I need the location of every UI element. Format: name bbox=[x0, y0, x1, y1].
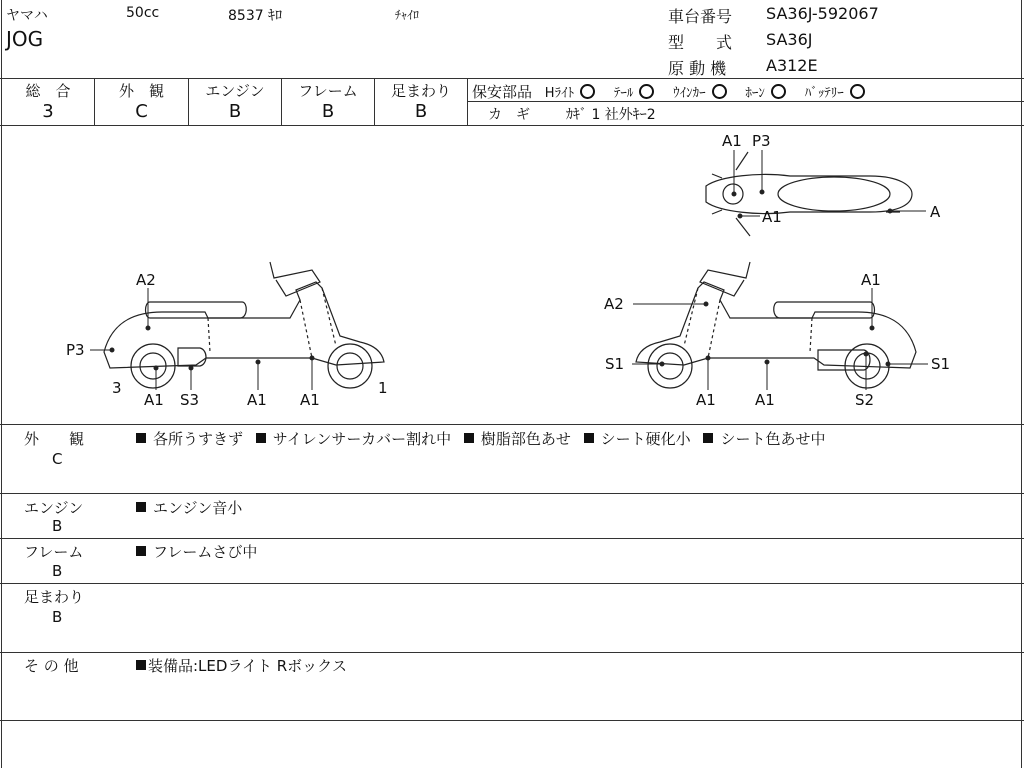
grade-value-overall: 3 bbox=[42, 101, 54, 122]
diagram-label: A1 bbox=[300, 391, 320, 409]
diagram-label: P3 bbox=[66, 341, 85, 359]
grade-label-overall: 総 合 bbox=[25, 82, 71, 100]
diagram-label: A2 bbox=[604, 295, 624, 313]
safety-item-winker: ｳｲﾝｶｰ bbox=[673, 86, 727, 101]
divider bbox=[0, 583, 1024, 584]
diagram-label: 3 bbox=[112, 379, 122, 397]
frame-no-value: SA36J-592067 bbox=[766, 4, 879, 23]
grade-label-engine: エンジン bbox=[205, 82, 265, 100]
diagram-label: P3 bbox=[752, 132, 771, 150]
safety-item-headlight: Hﾗｲﾄ bbox=[545, 86, 595, 101]
divider bbox=[0, 493, 1024, 494]
section-notes: 装備品:LEDライト Rボックス bbox=[136, 655, 347, 676]
diagram-label: A1 bbox=[755, 391, 775, 409]
mileage-value: 8537 bbox=[228, 8, 264, 24]
keys-label: カ ギ bbox=[488, 107, 530, 123]
grade-label-frame: フレーム bbox=[298, 82, 358, 100]
section-title: 足まわり bbox=[24, 588, 85, 606]
diagram-label: 1 bbox=[378, 379, 388, 397]
grade-label-suspension: 足まわり bbox=[390, 82, 451, 100]
divider bbox=[0, 720, 1024, 721]
section-grade: C bbox=[52, 450, 63, 468]
bullet-square-icon bbox=[256, 433, 266, 443]
grade-value-engine: B bbox=[228, 101, 242, 122]
grade-value-suspension: B bbox=[414, 101, 428, 122]
grade-label-exterior: 外 観 bbox=[118, 82, 164, 100]
diagram-label: A1 bbox=[722, 132, 742, 150]
safety-label: 保安部品 bbox=[472, 83, 533, 101]
model-name: JOG bbox=[6, 27, 44, 51]
displacement: 50cc bbox=[126, 5, 160, 21]
bullet-square-icon bbox=[584, 433, 594, 443]
keys-value: ｶｷﾞ 1 社外ｷｰ2 bbox=[566, 107, 656, 123]
safety-item-taillight: ﾃｰﾙ bbox=[614, 86, 655, 101]
section-grade: B bbox=[52, 517, 63, 535]
bullet-square-icon bbox=[136, 433, 146, 443]
diagram-label: A2 bbox=[136, 271, 156, 289]
color: ﾁｬｲﾛ bbox=[395, 8, 420, 22]
bullet-square-icon bbox=[136, 502, 146, 512]
safety-item-horn: ﾎｰﾝ bbox=[745, 86, 786, 101]
type-label: 型 式 bbox=[668, 33, 733, 52]
section-title: そ の 他 bbox=[24, 657, 79, 675]
divider bbox=[0, 652, 1024, 653]
section-title: エンジン bbox=[24, 499, 84, 517]
section-grade: B bbox=[52, 562, 63, 580]
bullet-square-icon bbox=[464, 433, 474, 443]
section-notes: フレームさび中 bbox=[136, 541, 257, 562]
type-value: SA36J bbox=[766, 30, 813, 49]
section-notes: エンジン音小 bbox=[136, 497, 242, 518]
safety-item-battery: ﾊﾞｯﾃﾘｰ bbox=[805, 86, 865, 101]
diagram-label: S1 bbox=[605, 355, 625, 373]
grade-value-frame: B bbox=[321, 101, 335, 122]
grade-value-exterior: C bbox=[135, 101, 148, 122]
section-notes: 各所うすきず サイレンサーカバー割れ中 樹脂部色あせ シート硬化小 シート色あせ中 bbox=[136, 428, 825, 449]
section-grade: B bbox=[52, 608, 63, 626]
bullet-square-icon bbox=[703, 433, 713, 443]
bullet-square-icon bbox=[136, 660, 146, 670]
diagram-label: A1 bbox=[247, 391, 267, 409]
bullet-square-icon bbox=[136, 546, 146, 556]
diagram-label: S3 bbox=[180, 391, 200, 409]
mileage-unit: ｷﾛ bbox=[268, 8, 283, 24]
section-title: 外 観 bbox=[24, 430, 85, 448]
engine-value: A312E bbox=[766, 56, 818, 75]
divider bbox=[0, 538, 1024, 539]
diagram-label: S2 bbox=[855, 391, 875, 409]
maker: ヤマハ bbox=[6, 8, 48, 24]
diagram-label: A1 bbox=[861, 271, 881, 289]
engine-label: 原 動 機 bbox=[668, 59, 727, 78]
diagram-label: A1 bbox=[696, 391, 716, 409]
section-title: フレーム bbox=[24, 543, 84, 561]
frame-no-label: 車台番号 bbox=[668, 7, 733, 26]
scooter-top-view bbox=[706, 152, 912, 236]
diagram-label: A1 bbox=[144, 391, 164, 409]
diagram-label: S1 bbox=[931, 355, 951, 373]
diagram-label: A1 bbox=[762, 208, 782, 226]
diagram-label: A bbox=[930, 203, 941, 221]
